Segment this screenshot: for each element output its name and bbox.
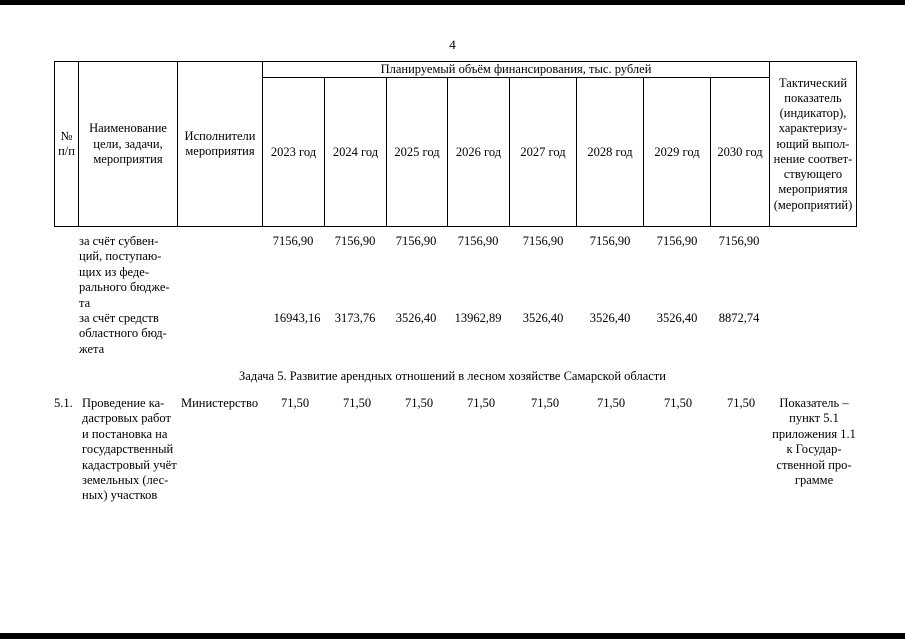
page-number: 4 bbox=[449, 37, 456, 52]
item-indicator: Показатель – пункт 5.1 приложения 1.1 к Государ-ственной про-грамме bbox=[772, 396, 856, 487]
header-year: 2024 год bbox=[325, 78, 387, 227]
row-value: 3173,76 bbox=[334, 311, 376, 325]
item-value: 71,50 bbox=[466, 396, 496, 410]
header-year: 2029 год bbox=[644, 78, 711, 227]
item-value: 71,50 bbox=[663, 396, 693, 410]
task-heading: Задача 5. Развитие арендных отношений в лесном хозяйстве Самарской области bbox=[239, 369, 666, 383]
header-plan: Планируемый объём финансирования, тыс. рублей bbox=[263, 62, 770, 78]
item-executor: Министерство bbox=[181, 396, 259, 410]
item-number: 5.1. bbox=[54, 396, 73, 410]
row-value: 7156,90 bbox=[272, 234, 314, 248]
row-value: 3526,40 bbox=[395, 311, 437, 325]
item-value: 71,50 bbox=[726, 396, 756, 410]
row-value: 7156,90 bbox=[334, 234, 376, 248]
header-year: 2026 год bbox=[448, 78, 510, 227]
header-executor: Исполнители мероприятия bbox=[178, 62, 263, 227]
row-value: 3526,40 bbox=[656, 311, 698, 325]
bottom-border-bar bbox=[0, 633, 905, 639]
row-value: 13962,89 bbox=[454, 311, 502, 325]
header-year: 2023 год bbox=[263, 78, 325, 227]
header-year: 2027 год bbox=[510, 78, 577, 227]
row-value: 3526,40 bbox=[522, 311, 564, 325]
header-no: № п/п bbox=[55, 62, 79, 227]
header-year: 2025 год bbox=[387, 78, 448, 227]
row-name: за счёт субвен-ций, поступаю-щих из феде-рального бюдже-та bbox=[79, 234, 170, 310]
item-value: 71,50 bbox=[404, 396, 434, 410]
row-value: 3526,40 bbox=[589, 311, 631, 325]
item-name: Проведение ка-дастровых работ и постановка на государственный кадастровый учёт земельных (лес-ных) участков bbox=[82, 396, 177, 503]
header-name: Наименование цели, задачи, мероприятия bbox=[79, 62, 178, 227]
row-value: 16943,16 bbox=[273, 311, 321, 325]
header-year: 2030 год bbox=[711, 78, 770, 227]
row-value: 7156,90 bbox=[718, 234, 760, 248]
item-value: 71,50 bbox=[342, 396, 372, 410]
row-value: 7156,90 bbox=[656, 234, 698, 248]
row-name: за счёт средств областного бюд-жета bbox=[79, 311, 167, 356]
row-value: 7156,90 bbox=[522, 234, 564, 248]
header-year: 2028 год bbox=[577, 78, 644, 227]
row-value: 7156,90 bbox=[457, 234, 499, 248]
item-value: 71,50 bbox=[596, 396, 626, 410]
header-indicator: Тактический показатель (индикатор), характеризу-ющий выпол-нение соответ-ствующего мероприятия (мероприятий) bbox=[770, 62, 857, 227]
item-value: 71,50 bbox=[280, 396, 310, 410]
row-value: 7156,90 bbox=[395, 234, 437, 248]
header-table bbox=[54, 61, 857, 227]
top-border-bar bbox=[0, 0, 905, 5]
row-value: 7156,90 bbox=[589, 234, 631, 248]
item-value: 71,50 bbox=[530, 396, 560, 410]
row-value: 8872,74 bbox=[718, 311, 760, 325]
